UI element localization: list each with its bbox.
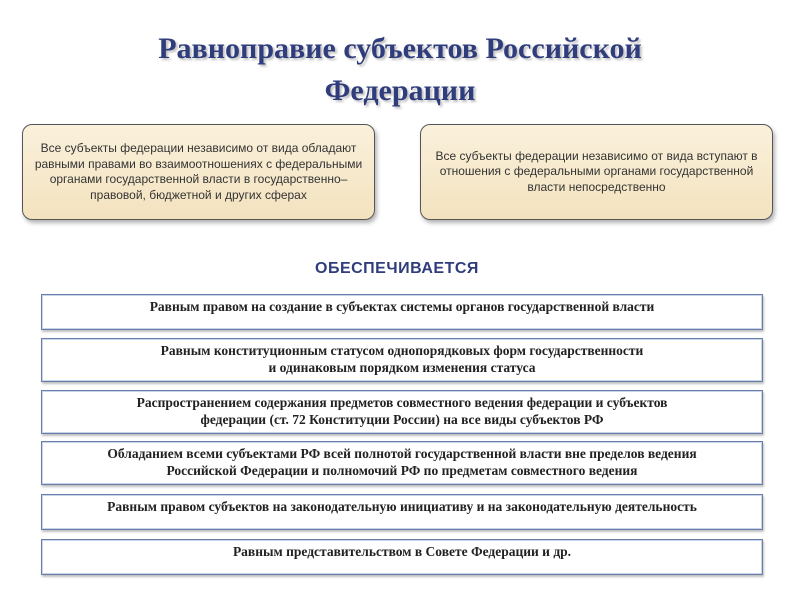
- guarantee-item-3-line-2: федерации (ст. 72 Конституции России) на все виды субъектов РФ: [200, 412, 604, 427]
- guarantee-item-4-line-1: Обладанием всеми субъектами РФ всей полнотой государственной власти вне пределов ведения: [107, 446, 697, 461]
- guarantee-item-6-line-1: Равным представительством в Совете Федерации и др.: [232, 544, 572, 559]
- guarantee-item-3-line-1: Распространением содержания предметов совместного ведения федерации и субъектов: [136, 395, 668, 410]
- guarantee-item-4: [41, 441, 763, 485]
- equal-rights-text: Все субъекты федерации независимо от вида обладают равными правами во взаимоотношениях с федеральными органами государственной власти в государственно–правовой, бюджетной и других сферах: [34, 141, 363, 202]
- slide-title-line-1: Равноправие субъектов Российской: [158, 32, 642, 65]
- guarantee-item-5: [41, 494, 763, 530]
- guarantee-item-2-line-1: Равным конституционным статусом однопорядковых форм государственности: [160, 343, 644, 358]
- equal-rights-box: [22, 124, 375, 220]
- guarantee-item-3: [41, 390, 763, 434]
- guarantee-item-5-line-1: Равным правом субъектов на законодательную инициативу и на законодательную деятельность: [107, 499, 697, 514]
- guarantee-item-1: [41, 294, 763, 330]
- guarantee-item-4-line-2: Российской Федерации и полномочий РФ по предметам совместного ведения: [166, 463, 638, 478]
- slide-title-line-2: Федерации: [324, 74, 476, 107]
- guarantee-item-1-line-1: Равным правом на создание в субъектах системы органов государственной власти: [149, 299, 655, 314]
- guarantee-item-2: [41, 338, 763, 382]
- guarantee-item-6: [41, 539, 763, 575]
- slide-title: [60, 28, 740, 112]
- guarantee-item-2-line-2: и одинаковым порядком изменения статуса: [268, 360, 536, 375]
- ensured-by-heading: ОБЕСПЕЧИВАЕТСЯ: [315, 260, 479, 277]
- direct-relations-text: Все субъекты федерации независимо от вида вступают в отношения с федеральными органами государственной власти непосредственно: [435, 148, 758, 194]
- direct-relations-box: [420, 124, 773, 220]
